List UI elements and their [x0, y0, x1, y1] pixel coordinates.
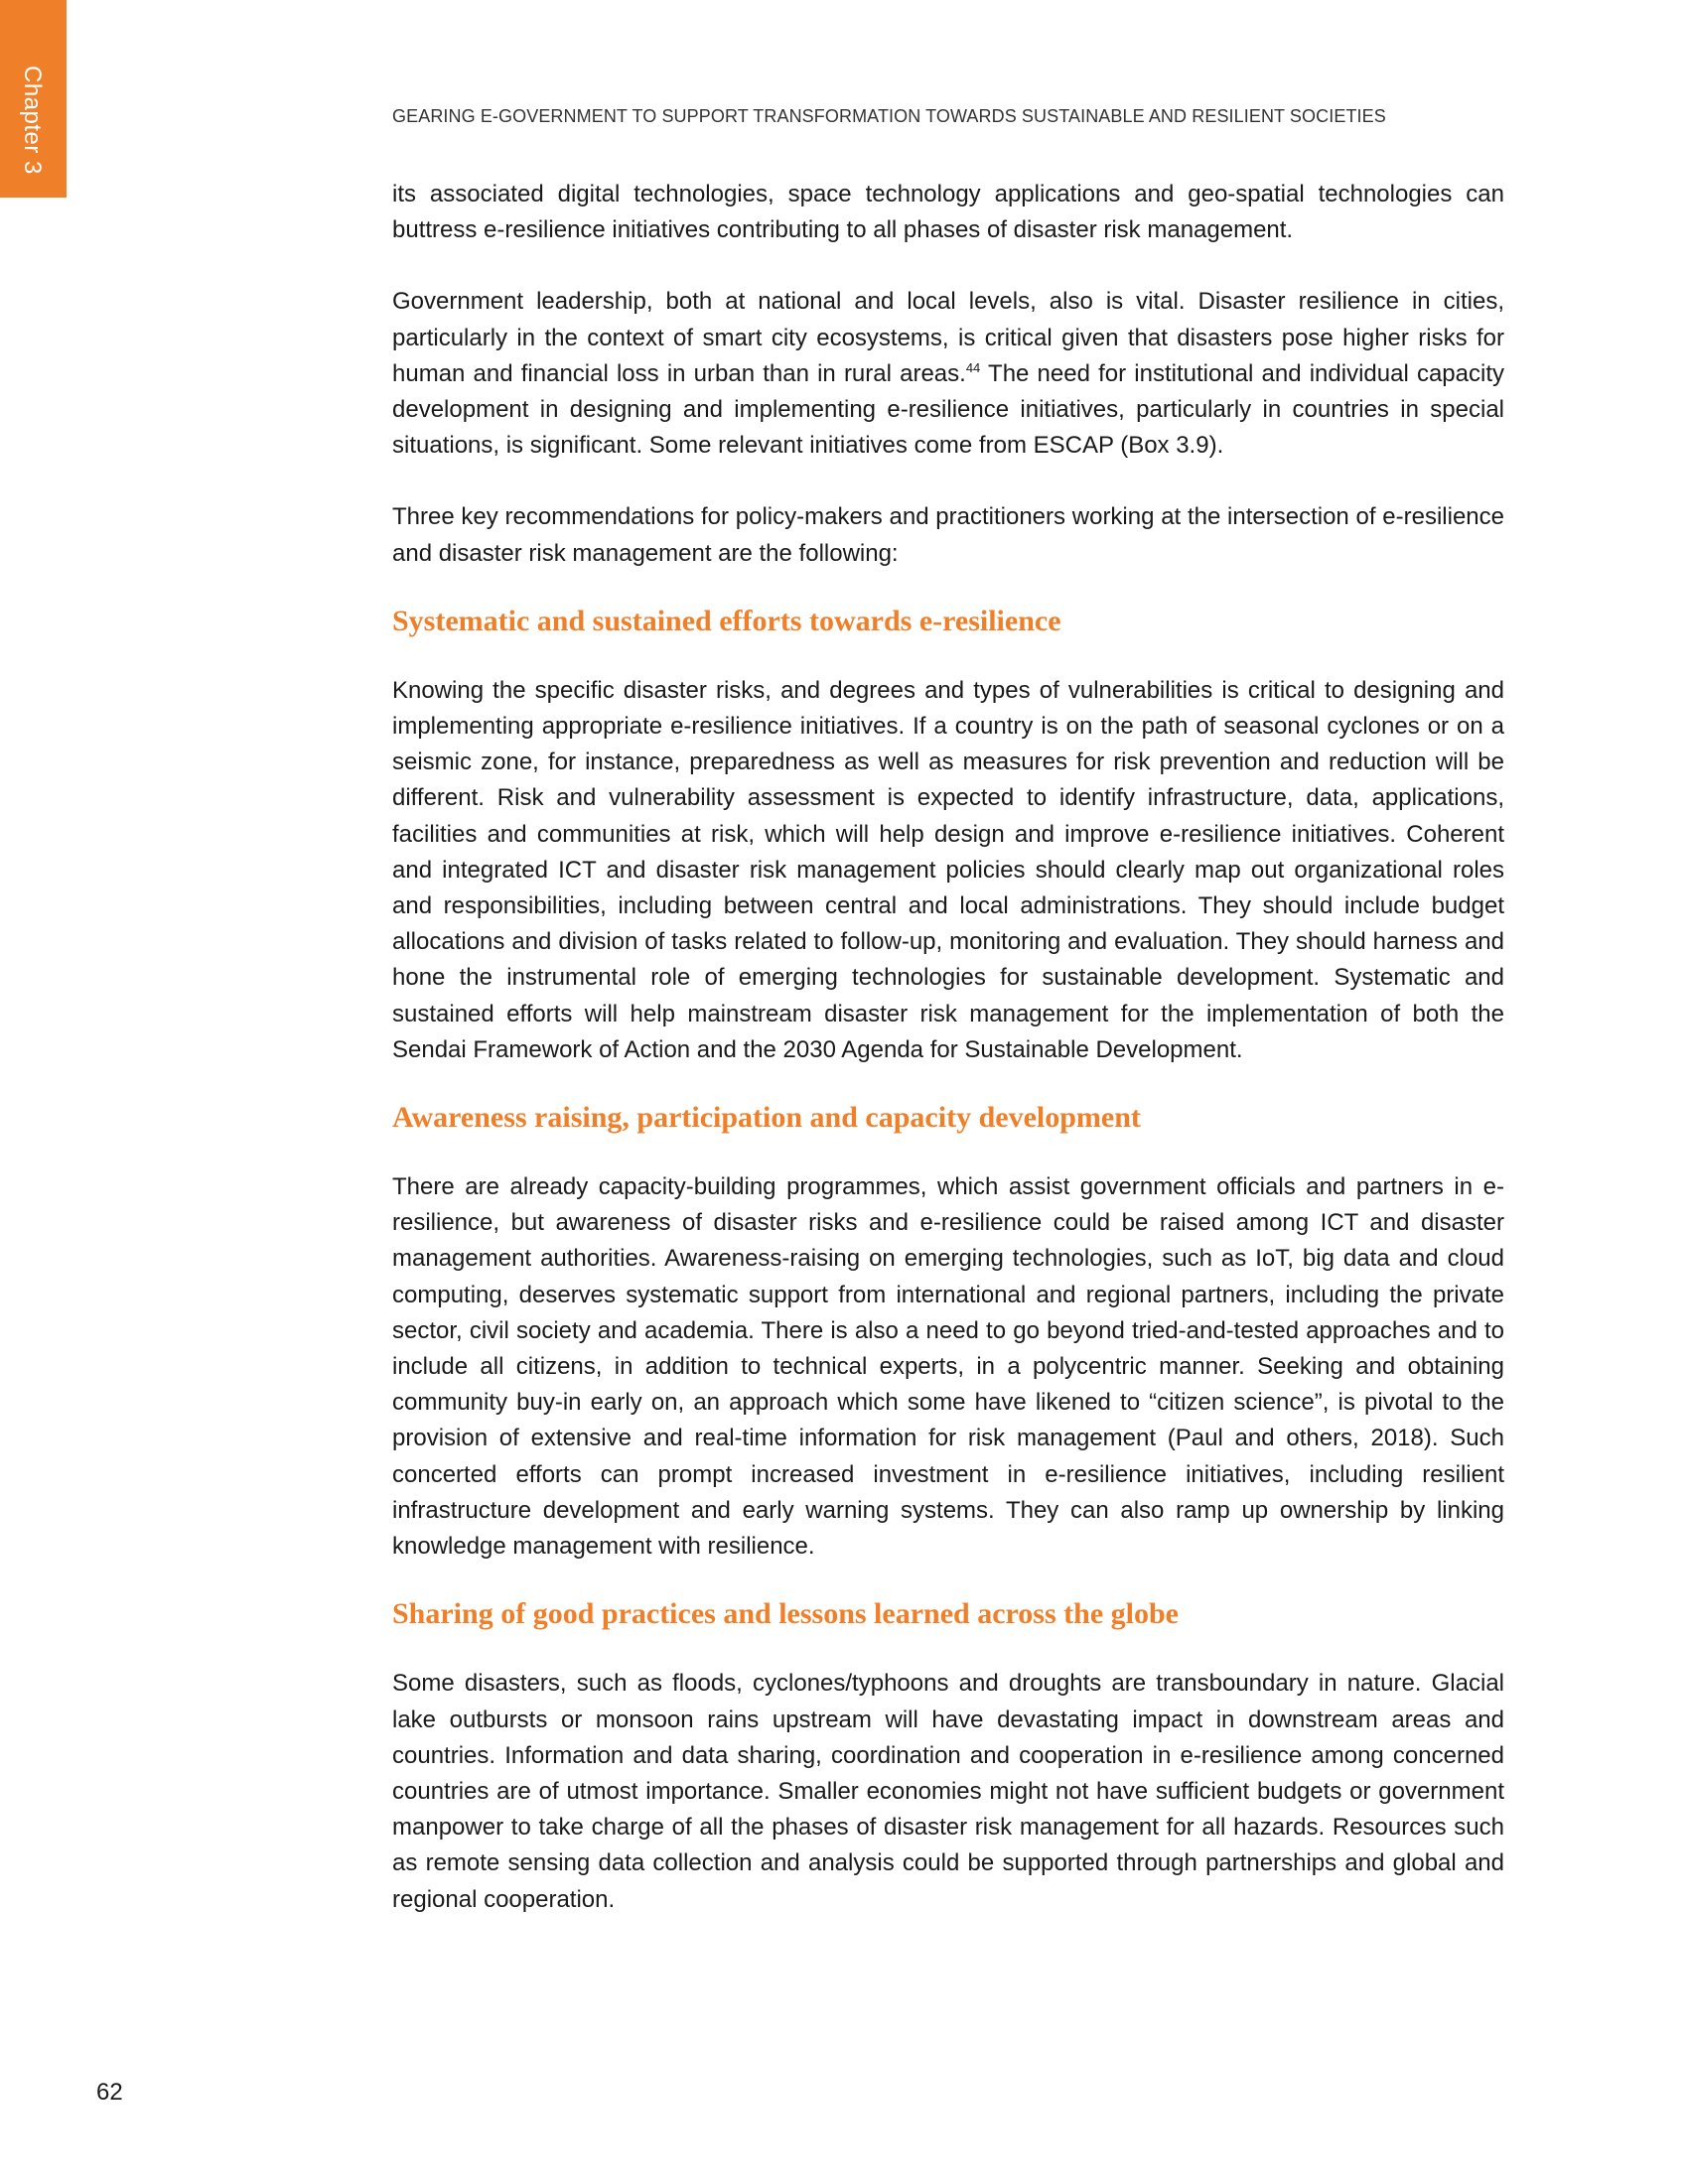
section-heading-2: Awareness raising, participation and capacity development — [392, 1101, 1141, 1135]
paragraph-3: Three key recommendations for policy-makers and practitioners working at the intersection of e-resilience and disaster risk management are the following: — [392, 503, 1504, 567]
section-heading-3: Sharing of good practices and lessons learned across the globe — [392, 1597, 1179, 1631]
paragraph-5: There are already capacity-building programmes, which assist government officials and partners in e-resilience, but awareness of disaster risks and e-resilience could be raised among ICT and disaster management authorities. Awareness-raising on emerging technologies, such as IoT, big data and cloud computing, deserves systematic support from international and regional partners, including the private sector, civil society and academia. There is also a need to go beyond tried-and-tested approaches and to include all citizens, in addition to technical experts, in a polycentric manner. Seeking and obtaining community buy-in early on, an approach which some have likened to “citizen science”, is pivotal to the provision of extensive and real-time information for risk management (Paul and others, 2018). Such concerted efforts can prompt increased investment in e-resilience initiatives, including resilient infrastructure development and early warning systems. They can also ramp up ownership by linking knowledge management with resilience. — [392, 1173, 1504, 1561]
section-heading-1: Systematic and sustained efforts towards e-resilience — [392, 604, 1061, 637]
paragraph-2-part-2: The need for institutional and individual capacity development in designing and implementing e-resilience initiatives, particularly in countries in special situations, is significant. Some relevant initiatives come from ESCAP (Box 3.9). — [392, 359, 1505, 460]
paragraph-4: Knowing the specific disaster risks, and degrees and types of vulnerabilities is critical to designing and implementing appropriate e-resilience initiatives. If a country is on the path of seasonal cyclones or on a seismic zone, for instance, preparedness as well as measures for risk prevention and reduction will be different. Risk and vulnerability assessment is expected to identify infrastructure, data, applications, facilities and communities at risk, which will help design and improve e-resilience initiatives. Coherent and integrated ICT and disaster risk management policies should clearly map out organizational roles and responsibilities, including between central and local administrations. They should include budget allocations and division of tasks related to follow-up, monitoring and evaluation. They should harness and hone the instrumental role of emerging technologies for sustainable development. Systematic and sustained efforts will help mainstream disaster risk management for the implementation of both the Sendai Framework of Action and the 2030 Agenda for Sustainable Development. — [392, 676, 1504, 1063]
chapter-tab — [0, 0, 67, 198]
page-number: 62 — [96, 2079, 123, 2106]
paragraph-6: Some disasters, such as floods, cyclones/typhoons and droughts are transboundary in nature. Glacial lake outbursts or monsoon rains upstream will have devastating impact in downstream areas and countries. Information and data sharing, coordination and cooperation in e-resilience among concerned countries are of utmost importance. Smaller economies might not have sufficient budgets or government manpower to take charge of all the phases of disaster risk management for all hazards. Resources such as remote sensing data collection and analysis could be supported through partnerships and global and regional cooperation. — [392, 1670, 1504, 1913]
paragraph-2 — [392, 284, 1504, 464]
paragraph-2-part-1: Government leadership, both at national and local levels, also is vital. Disaster resilience in cities, particularly in the context of smart city ecosystems, is critical given that disasters pose higher risks for human and financial loss in urban than in rural areas. — [392, 288, 1504, 387]
paragraph-1: its associated digital technologies, space technology applications and geo-spatial technologies can buttress e-resilience initiatives contributing to all phases of disaster risk management. — [392, 181, 1504, 244]
running-header: GEARING E-GOVERNMENT TO SUPPORT TRANSFORMATION TOWARDS SUSTAINABLE AND RESILIENT SOCIETIES — [392, 106, 1386, 126]
footnote-ref-44: 44 — [965, 359, 981, 375]
page-body — [392, 177, 1504, 1954]
chapter-tab-label: Chapter 3 — [19, 66, 46, 175]
